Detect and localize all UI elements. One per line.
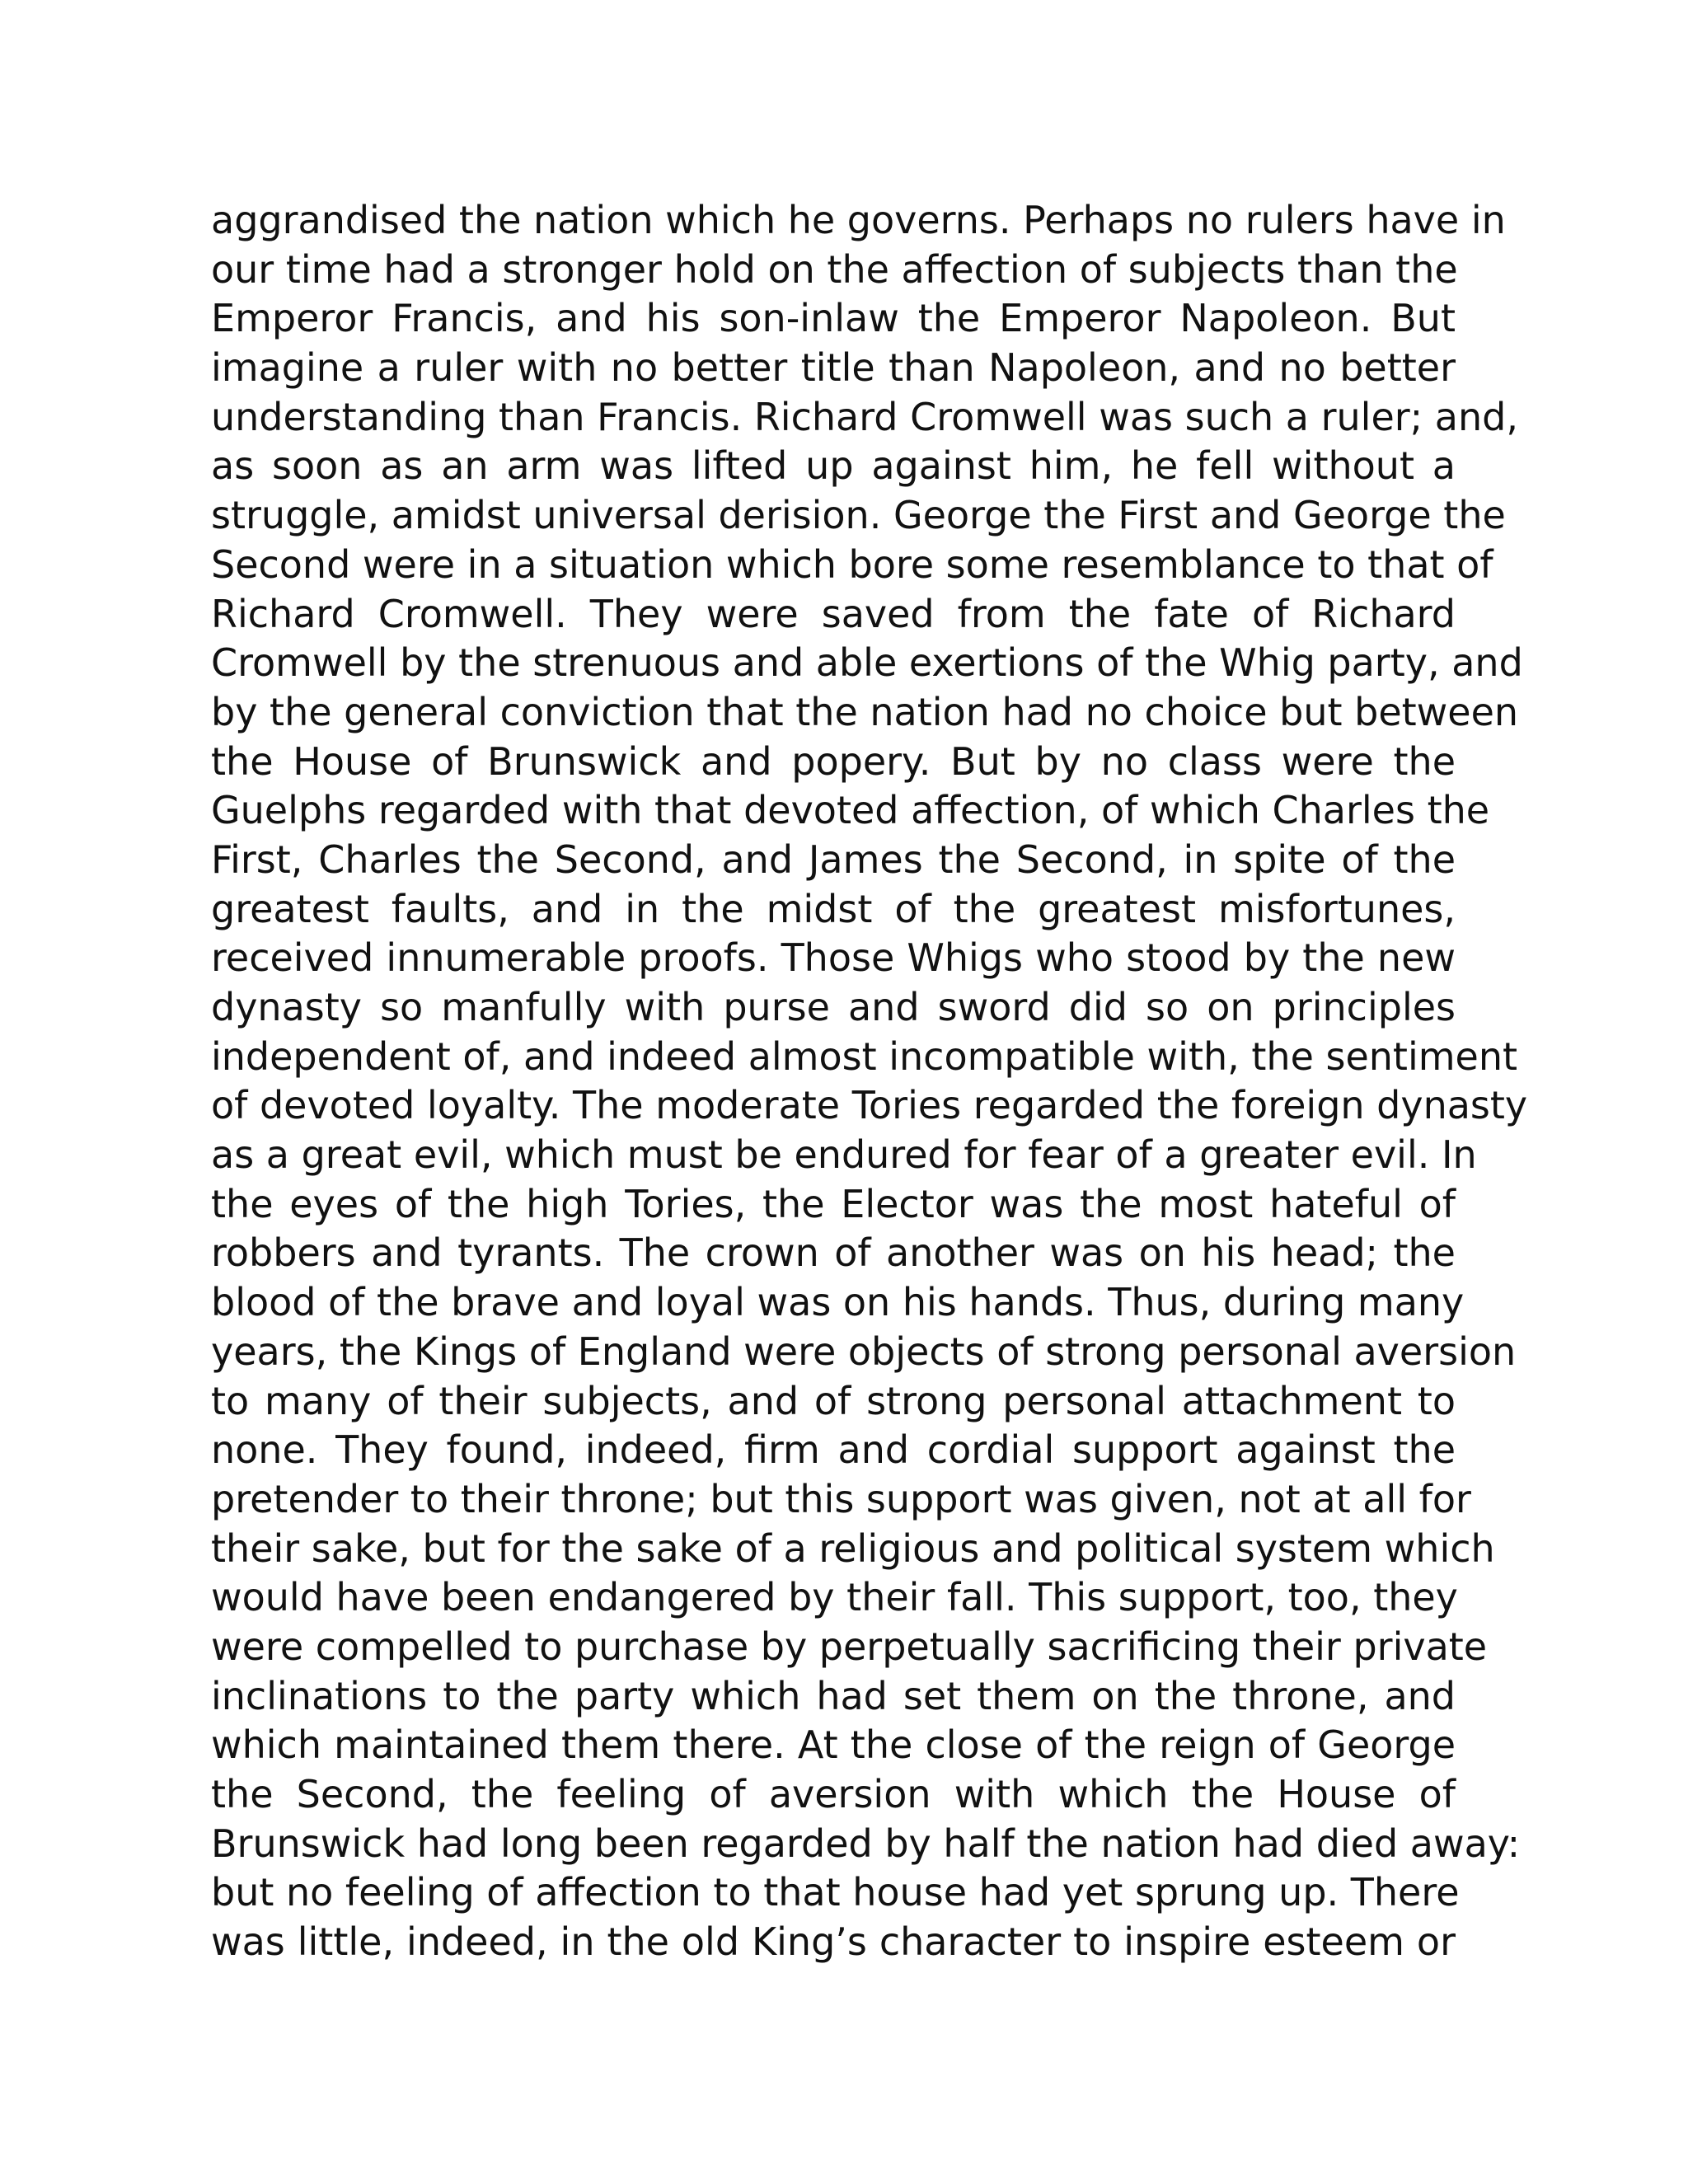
text-line: of devoted loyalty. The moderate Tories regarded the foreign dynasty <box>211 1083 1528 1128</box>
text-line: by the general conviction that the nation had no choice but between <box>211 689 1519 734</box>
text-line: aggrandised the nation which he governs. Perhaps no rulers have in <box>211 198 1506 242</box>
text-line: understanding than Francis. Richard Cromwell was such a ruler; and, <box>211 394 1518 439</box>
text-line: to many of their subjects, and of strong personal attachment to <box>211 1378 1456 1423</box>
text-line: was little, indeed, in the old King’s character to inspire esteem or <box>211 1919 1456 1965</box>
text-line: struggle, amidst universal derision. George the First and George the <box>211 493 1506 538</box>
text-line: First, Charles the Second, and James the Second, in spite of the <box>211 837 1456 882</box>
text-line: Second were in a situation which bore some resemblance to that of <box>211 541 1493 587</box>
text-line: inclinations to the party which had set them on the throne, and <box>211 1673 1456 1718</box>
text-line: independent of, and indeed almost incompatible with, the sentiment <box>211 1033 1518 1079</box>
text-line: their sake, but for the sake of a religious and political system which <box>211 1526 1495 1571</box>
text-line: imagine a ruler with no better title than Napoleon, and no better <box>211 345 1456 391</box>
text-line: Guelphs regarded with that devoted affection, of which Charles the <box>211 788 1490 833</box>
text-line: Emperor Francis, and his son-inlaw the Emperor Napoleon. But <box>211 296 1456 341</box>
text-line: pretender to their throne; but this support was given, not at all for <box>211 1476 1471 1521</box>
text-line: the Second, the feeling of aversion with which the House of <box>211 1772 1456 1816</box>
text-line: the House of Brunswick and popery. But by no class were the <box>211 738 1456 784</box>
text-line: blood of the brave and loyal was on his hands. Thus, during many <box>211 1280 1465 1325</box>
text-line: dynasty so manfully with purse and sword did so on principles <box>211 985 1456 1029</box>
text-line: our time had a stronger hold on the affection of subjects than the <box>211 246 1458 292</box>
text-line: Brunswick had long been regarded by half the nation had died away: <box>211 1821 1521 1866</box>
text-line: received innumerable proofs. Those Whigs who stood by the new <box>211 935 1456 981</box>
text-line: greatest faults, and in the midst of the greatest misfortunes, <box>211 886 1456 931</box>
body-paragraph <box>211 196 1528 1967</box>
text-line: years, the Kings of England were objects of strong personal aversion <box>211 1329 1517 1374</box>
text-line: but no feeling of affection to that house had yet sprung up. There <box>211 1870 1460 1915</box>
text-line: as a great evil, which must be endured for fear of a greater evil. In <box>211 1132 1477 1178</box>
text-line: as soon as an arm was lifted up against him, he fell without a <box>211 443 1456 489</box>
text-line: Richard Cromwell. They were saved from the fate of Richard <box>211 591 1456 636</box>
text-line: were compelled to purchase by perpetually sacrificing their private <box>211 1624 1488 1669</box>
text-line: none. They found, indeed, firm and cordial support against the <box>211 1427 1456 1473</box>
text-line: which maintained them there. At the close of the reign of George <box>211 1722 1456 1768</box>
text-line: the eyes of the high Tories, the Elector was the most hateful of <box>211 1181 1456 1226</box>
text-line: would have been endangered by their fall. This support, too, they <box>211 1575 1458 1620</box>
text-line: robbers and tyrants. The crown of another was on his head; the <box>211 1230 1456 1276</box>
text-line: Cromwell by the strenuous and able exertions of the Whig party, and <box>211 640 1523 686</box>
